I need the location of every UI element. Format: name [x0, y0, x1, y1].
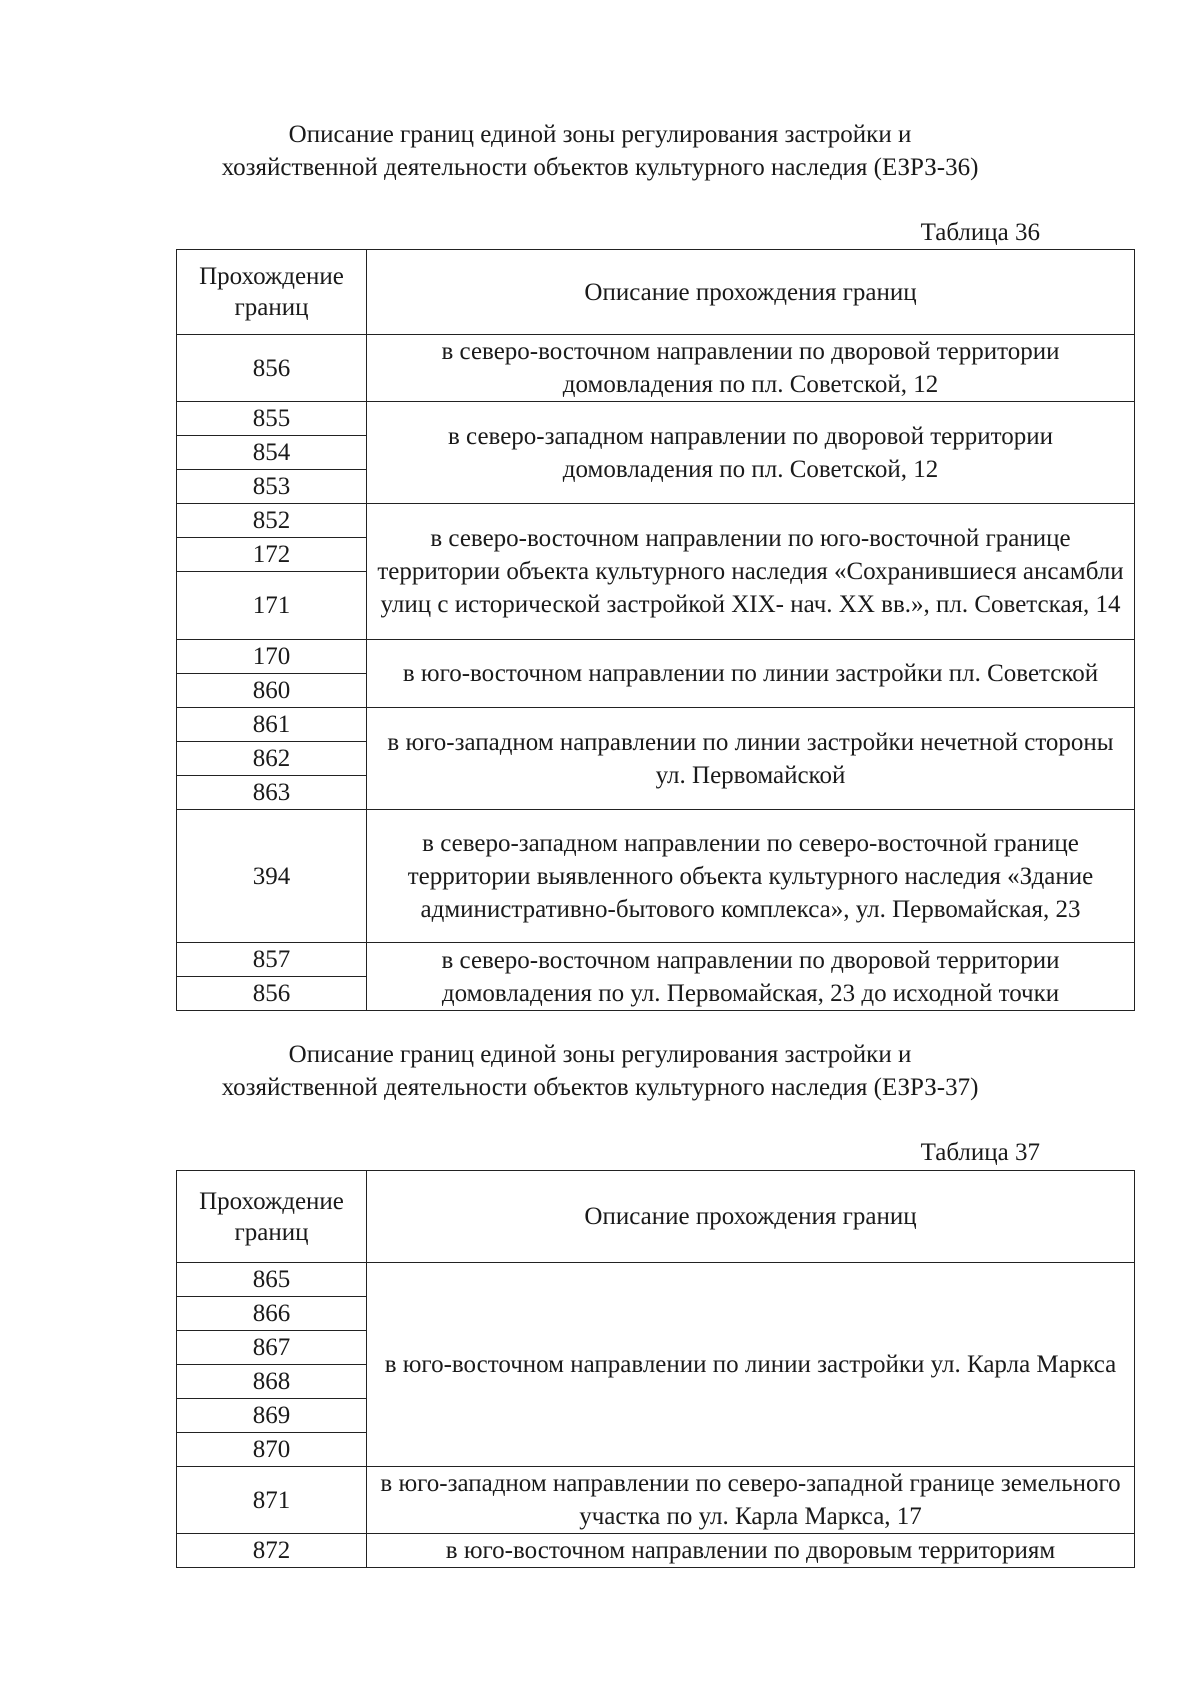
- table-row: [177, 1263, 1135, 1297]
- point-cell: 867: [177, 1331, 367, 1365]
- point-cell: 855: [177, 402, 367, 436]
- table-header-row: [177, 250, 1135, 335]
- header-points-line2: границ: [234, 294, 309, 321]
- description-cell: в юго-восточном направлении по линии застройки пл. Советской: [367, 640, 1135, 708]
- point-cell: 861: [177, 708, 367, 742]
- header-description: Описание прохождения границ: [367, 250, 1135, 335]
- point-cell: 171: [177, 572, 367, 640]
- point-cell: 394: [177, 810, 367, 943]
- point-cell: 860: [177, 674, 367, 708]
- point-cell: 853: [177, 470, 367, 504]
- description-cell: в юго-западном направлении по северо-западной границе земельного участка по ул. Карла Маркса, 17: [367, 1467, 1135, 1534]
- table-row: [177, 335, 1135, 402]
- description-cell: в юго-восточном направлении по дворовым территориям: [367, 1534, 1135, 1568]
- section1-title-line1: Описание границ единой зоны регулирования застройки и: [288, 121, 912, 148]
- description-cell: в северо-восточном направлении по юго-восточной границе территории объекта культурного наследия «Сохранившиеся ансамбли улиц с исторической застройкой XIX- нач. XX вв.», пл. Советская, 14: [367, 504, 1135, 640]
- table-row: [177, 640, 1135, 674]
- table36-label: Таблица 36: [920, 219, 1040, 246]
- boundary-table-36: [176, 249, 1135, 1011]
- point-cell: 856: [177, 335, 367, 402]
- point-cell: 170: [177, 640, 367, 674]
- description-cell: в северо-западном направлении по северо-восточной границе территории выявленного объекта культурного наследия «Здание административно-бытового комплекса», ул. Первомайская, 23: [367, 810, 1135, 943]
- header-points: [177, 1171, 367, 1263]
- point-cell: 866: [177, 1297, 367, 1331]
- table-row: [177, 402, 1135, 436]
- point-cell: 868: [177, 1365, 367, 1399]
- point-cell: 870: [177, 1433, 367, 1467]
- header-points-line2: границ: [234, 1218, 309, 1246]
- section2-title-line1: Описание границ единой зоны регулирования застройки и: [288, 1041, 912, 1068]
- table-header-row: [177, 1171, 1135, 1263]
- section2-title: [160, 1038, 1040, 1104]
- point-cell: 857: [177, 943, 367, 977]
- point-cell: 856: [177, 977, 367, 1011]
- point-cell: 869: [177, 1399, 367, 1433]
- section1-title: [160, 118, 1040, 184]
- table37-label: Таблица 37: [920, 1139, 1040, 1166]
- point-cell: 865: [177, 1263, 367, 1297]
- table-row: [177, 810, 1135, 943]
- point-cell: 863: [177, 776, 367, 810]
- header-points: [177, 250, 367, 335]
- header-points-line1: Прохождение: [199, 263, 344, 290]
- table-row: [177, 708, 1135, 742]
- table-row: [177, 1534, 1135, 1568]
- point-cell: 172: [177, 538, 367, 572]
- point-cell: 872: [177, 1534, 367, 1568]
- description-cell: в юго-восточном направлении по линии застройки ул. Карла Маркса: [367, 1263, 1135, 1467]
- boundary-table-37: [176, 1170, 1135, 1568]
- point-cell: 852: [177, 504, 367, 538]
- section1-title-line2: хозяйственной деятельности объектов культурного наследия (ЕЗРЗ-36): [221, 154, 979, 181]
- point-cell: 862: [177, 742, 367, 776]
- header-description: Описание прохождения границ: [367, 1171, 1135, 1263]
- point-cell: 871: [177, 1467, 367, 1534]
- description-cell: в северо-восточном направлении по дворовой территории домовладения по пл. Советской, 12: [367, 335, 1135, 402]
- table-row: [177, 504, 1135, 538]
- point-cell: 854: [177, 436, 367, 470]
- description-cell: в юго-западном направлении по линии застройки нечетной стороны ул. Первомайской: [367, 708, 1135, 810]
- header-points-line1: Прохождение: [199, 1187, 344, 1215]
- description-cell: в северо-западном направлении по дворовой территории домовладения по пл. Советской, 12: [367, 402, 1135, 504]
- table-row: [177, 1467, 1135, 1534]
- table-row: [177, 943, 1135, 977]
- section2-title-line2: хозяйственной деятельности объектов культурного наследия (ЕЗРЗ-37): [221, 1074, 979, 1101]
- description-cell: в северо-восточном направлении по дворовой территории домовладения по ул. Первомайская, 23 до исходной точки: [367, 943, 1135, 1011]
